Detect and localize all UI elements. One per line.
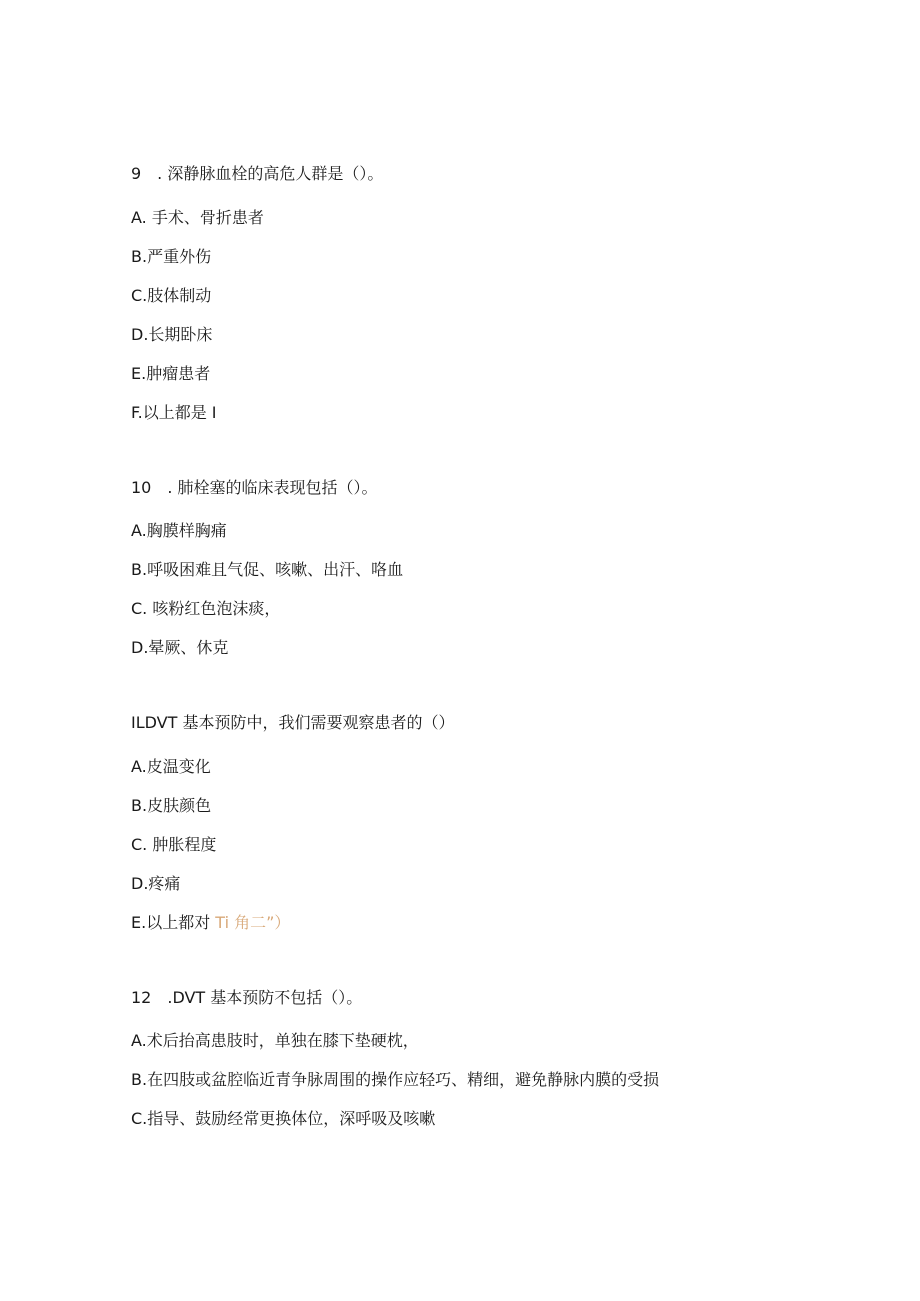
question-12-option-a: A.术后抬高患肢时，单独在膝下垫硬枕，	[131, 1031, 419, 1050]
question-10-option-b: B.呼吸困难且气促、咳嗽、出汗、咯血	[131, 560, 404, 579]
question-9-option-e: E.肿瘤患者	[131, 364, 211, 383]
question-10-stem: 10 . 肺栓塞的临床表现包括（）。	[131, 478, 378, 497]
question-11-option-c: C. 肿胀程度	[131, 835, 217, 854]
question-9-option-d: D.长期卧床	[131, 325, 213, 344]
question-9-option-b: B.严重外伤	[131, 247, 212, 266]
question-10-option-c: C. 咳粉红色泡沫痰，	[131, 599, 281, 618]
question-11-option-e-ocr-artifact: Ti 角二”）	[215, 913, 291, 932]
question-9-option-a: A. 手术、骨折患者	[131, 208, 264, 227]
question-11-option-e-text: E.以上都对	[131, 913, 216, 932]
question-12-option-c: C.指导、鼓励经常更换体位，深呼吸及咳嗽	[131, 1109, 436, 1128]
question-12-stem: 12 .DVT 基本预防不包括（）。	[131, 988, 363, 1007]
question-11-option-e	[131, 913, 290, 933]
question-11-option-a: A.皮温变化	[131, 757, 211, 776]
question-10-option-d: D.晕厥、休克	[131, 638, 229, 657]
question-11-option-d: D.疼痛	[131, 874, 181, 893]
question-9-option-f: F.以上都是 I	[131, 403, 217, 422]
question-9-option-c: C.肢体制动	[131, 286, 212, 305]
question-12-option-b: B.在四肢或盆腔临近青争脉周围的操作应轻巧、精细，避免静脉内膜的受损	[131, 1070, 660, 1089]
question-11-option-b: B.皮肤颜色	[131, 796, 212, 815]
question-11-stem: ILDVT 基本预防中，我们需要观察患者的（）	[131, 713, 455, 732]
question-9-stem: 9 . 深静脉血栓的高危人群是（）。	[131, 164, 384, 183]
question-10-option-a: A.胸膜样胸痛	[131, 521, 227, 540]
